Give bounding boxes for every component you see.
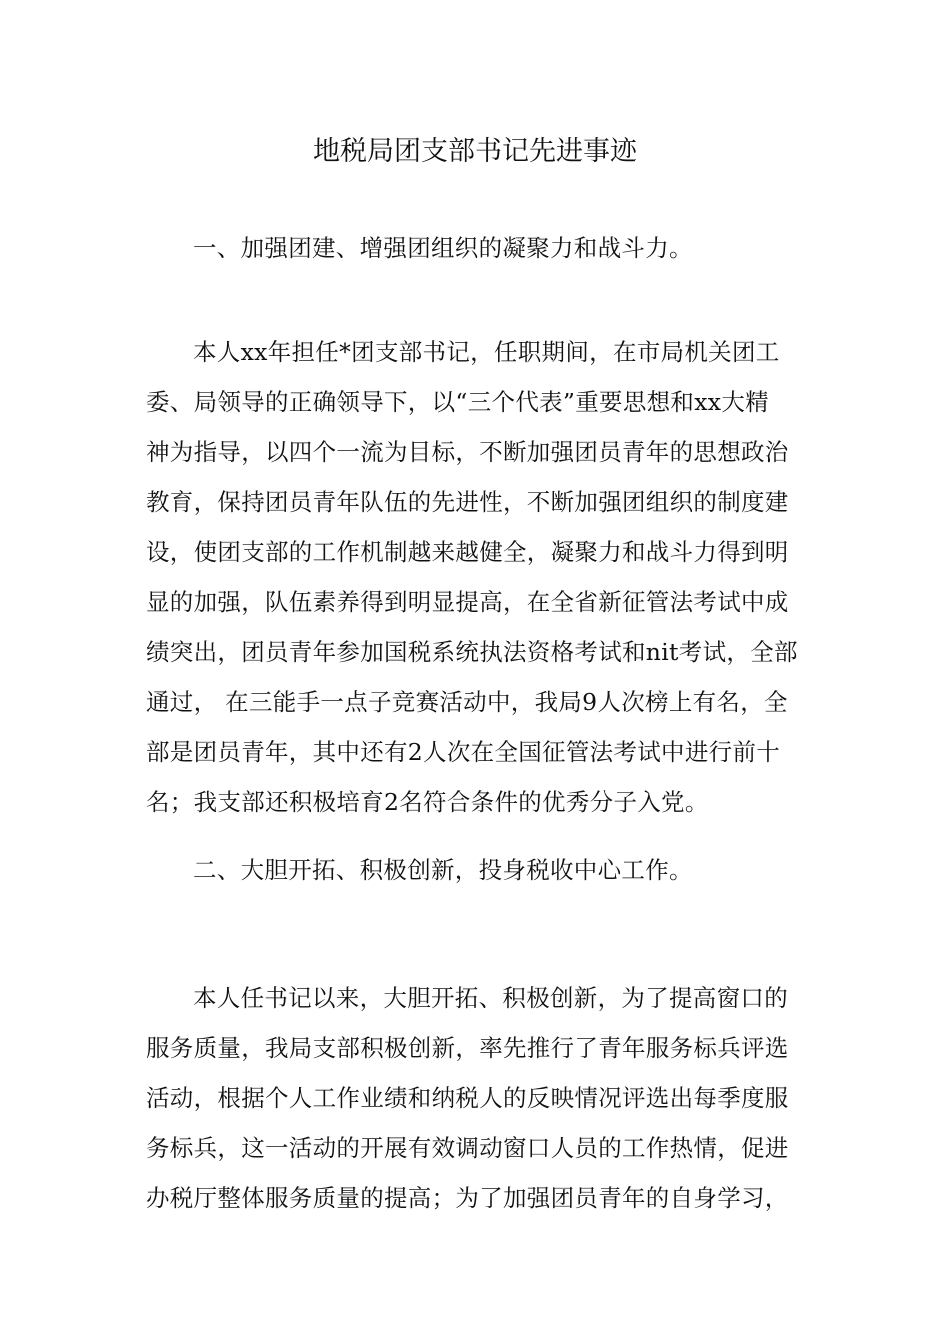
paragraph-line: 本人xx年担任*团支部书记，任职期间，在市局机关团工 — [193, 338, 780, 366]
paragraph-line: 教育，保持团员青年队伍的先进性，不断加强团组织的制度建 — [146, 488, 789, 516]
paragraph-line: 通过， 在三能手一点子竞赛活动中，我局9人次榜上有名，全 — [146, 688, 788, 716]
paragraph-line: 本人任书记以来，大胆开拓、积极创新，为了提高窗口的 — [193, 984, 788, 1012]
paragraph-line: 神为指导，以四个一流为目标，不断加强团员青年的思想政治 — [146, 438, 789, 466]
section-paragraph-2 — [146, 973, 808, 1223]
section-paragraph-1 — [146, 327, 808, 827]
paragraph-line: 服务质量，我局支部积极创新，率先推行了青年服务标兵评选 — [146, 1034, 789, 1062]
paragraph-line: 务标兵，这一活动的开展有效调动窗口人员的工作热情，促进 — [146, 1134, 789, 1162]
paragraph-line: 绩突出，团员青年参加国税系统执法资格考试和nit考试，全部 — [146, 638, 798, 666]
paragraph-line: 显的加强，队伍素养得到明显提高，在全省新征管法考试中成 — [146, 588, 789, 616]
paragraph-line: 办税厅整体服务质量的提高；为了加强团员青年的自身学习， — [146, 1184, 789, 1212]
section-heading-2: 二、大胆开拓、积极创新，投身税收中心工作。 — [193, 856, 693, 884]
paragraph-line: 部是团员青年，其中还有2人次在全国征管法考试中进行前十 — [146, 738, 781, 766]
paragraph-line: 名；我支部还积极培育2名符合条件的优秀分子入党。 — [146, 788, 709, 816]
paragraph-line: 设，使团支部的工作机制越来越健全，凝聚力和战斗力得到明 — [146, 538, 789, 566]
document-title: 地税局团支部书记先进事迹 — [313, 136, 637, 167]
section-heading-1: 一、加强团建、增强团组织的凝聚力和战斗力。 — [193, 234, 693, 262]
paragraph-line: 委、局领导的正确领导下，以“三个代表”重要思想和xx大精 — [146, 388, 769, 416]
paragraph-line: 活动，根据个人工作业绩和纳税人的反映情况评选出每季度服 — [146, 1084, 789, 1112]
